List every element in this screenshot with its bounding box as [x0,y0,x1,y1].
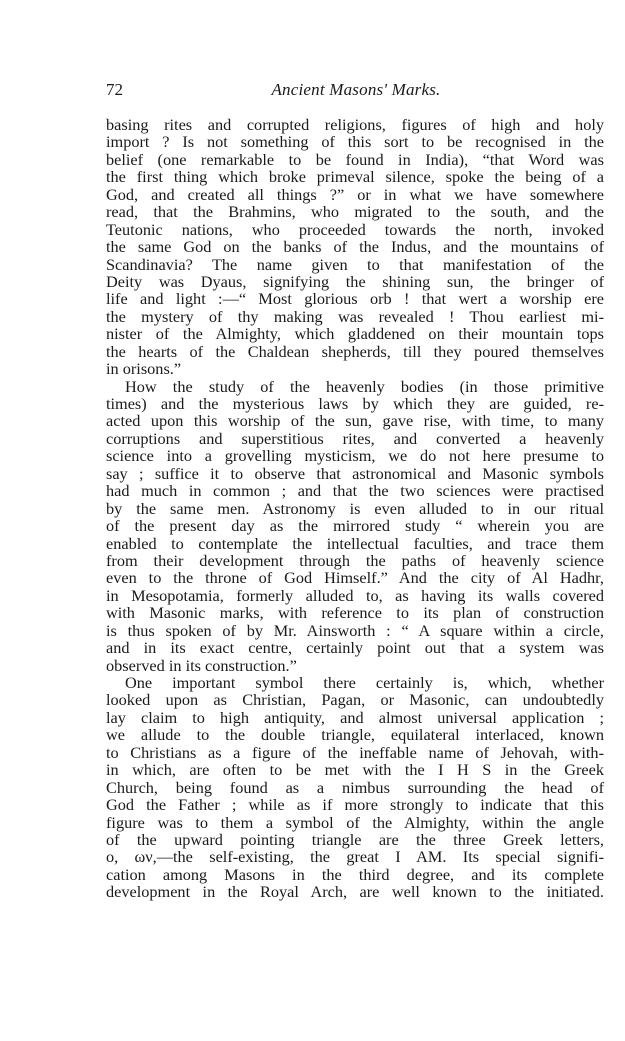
text-line: God, and created all things ?” or in what we have somewhere [106,184,604,204]
text-line: science into a grovelling mysticism, we do not here presume to [106,446,604,466]
text-line: in Mesopotamia, formerly alluded to, as having its walls covered [106,585,604,605]
text-line: had much in common ; and that the two sciences were practised [106,481,604,501]
text-line: is thus spoken of by Mr. Ainsworth : “ A square within a circle, [106,620,604,640]
text-line: with Masonic marks, with reference to its plan of construction [106,603,604,623]
text-line: Scandinavia? The name given to that manifestation of the [106,254,604,274]
text-line: import ? Is not something of this sort to be recognised in the [106,132,604,152]
text-line: belief (one remarkable to be found in India), “that Word was [106,149,604,169]
text-line: and in its exact centre, certainly point out that a system was [106,638,604,658]
text-line: to Christians as a figure of the ineffable name of Jehovah, with- [106,742,604,762]
text-line: from their development through the paths of heavenly science [106,550,604,570]
text-line: Church, being found as a nimbus surrounding the head of [106,777,604,797]
running-title: Ancient Masons' Marks. [271,80,441,99]
text-line: we allude to the double triangle, equilateral interlaced, known [106,725,604,745]
text-line: life and light :—“ Most glorious orb ! that wert a worship ere [106,289,604,309]
page-number: 72 [106,80,123,99]
text-line: the mystery of thy making was revealed ! Thou earliest mi- [106,306,604,326]
text-line: in which, are often to be met with the I H S in the Greek [106,760,604,780]
text-line: How the study of the heavenly bodies (in those primitive [125,376,604,396]
page-header [106,80,606,104]
text-line: lay claim to high antiquity, and almost universal application ; [106,707,604,727]
text-line: the same God on the banks of the Indus, and the mountains of [106,237,604,257]
text-line: looked upon as Christian, Pagan, or Masonic, can undoubtedly [106,690,604,710]
text-line: figure was to them a symbol of the Almighty, within the angle [106,812,604,832]
text-line: God the Father ; while as if more strongly to indicate that this [106,795,604,815]
text-line: nister of the Almighty, which gladdened on their mountain tops [106,324,604,344]
text-line: of the present day as the mirrored study “ wherein you are [106,516,604,536]
body-text [106,116,604,901]
text-line: in orisons.” [106,359,182,379]
text-line: read, that the Brahmins, who migrated to the south, and the [106,202,604,222]
text-line: observed in its construction.” [106,655,297,675]
text-line: say ; suffice it to observe that astronomical and Masonic symbols [106,463,604,483]
text-line: acted upon this worship of the sun, gave rise, with time, to many [106,411,604,431]
text-line: enabled to contemplate the intellectual faculties, and trace them [106,533,604,553]
text-line: basing rites and corrupted religions, figures of high and holy [106,115,604,134]
text-line: o, ων,—the self-existing, the great I AM. Its special signifi- [106,847,604,867]
text-line: the first thing which broke primeval silence, spoke the being of a [106,167,604,187]
text-line: One important symbol there certainly is, which, whether [125,673,604,692]
text-line: cation among Masons in the third degree, and its complete [106,864,604,884]
text-line: Deity was Dyaus, signifying the shining sun, the bringer of [106,271,604,291]
text-line: corruptions and superstitious rites, and converted a heavenly [106,428,604,448]
text-line: Teutonic nations, who proceeded towards the north, invoked [106,219,604,239]
text-line: the hearts of the Chaldean shepherds, till they poured themselves [106,341,604,361]
text-line: times) and the mysterious laws by which they are guided, re- [106,394,604,413]
text-line: of the upward pointing triangle are the three Greek letters, [106,829,604,849]
text-line: development in the Royal Arch, are well known to the initiated. [106,882,604,902]
text-line: by the same men. Astronomy is even alluded to in our ritual [106,498,604,518]
text-line: even to the throne of God Himself.” And the city of Al Hadhr, [106,568,604,588]
